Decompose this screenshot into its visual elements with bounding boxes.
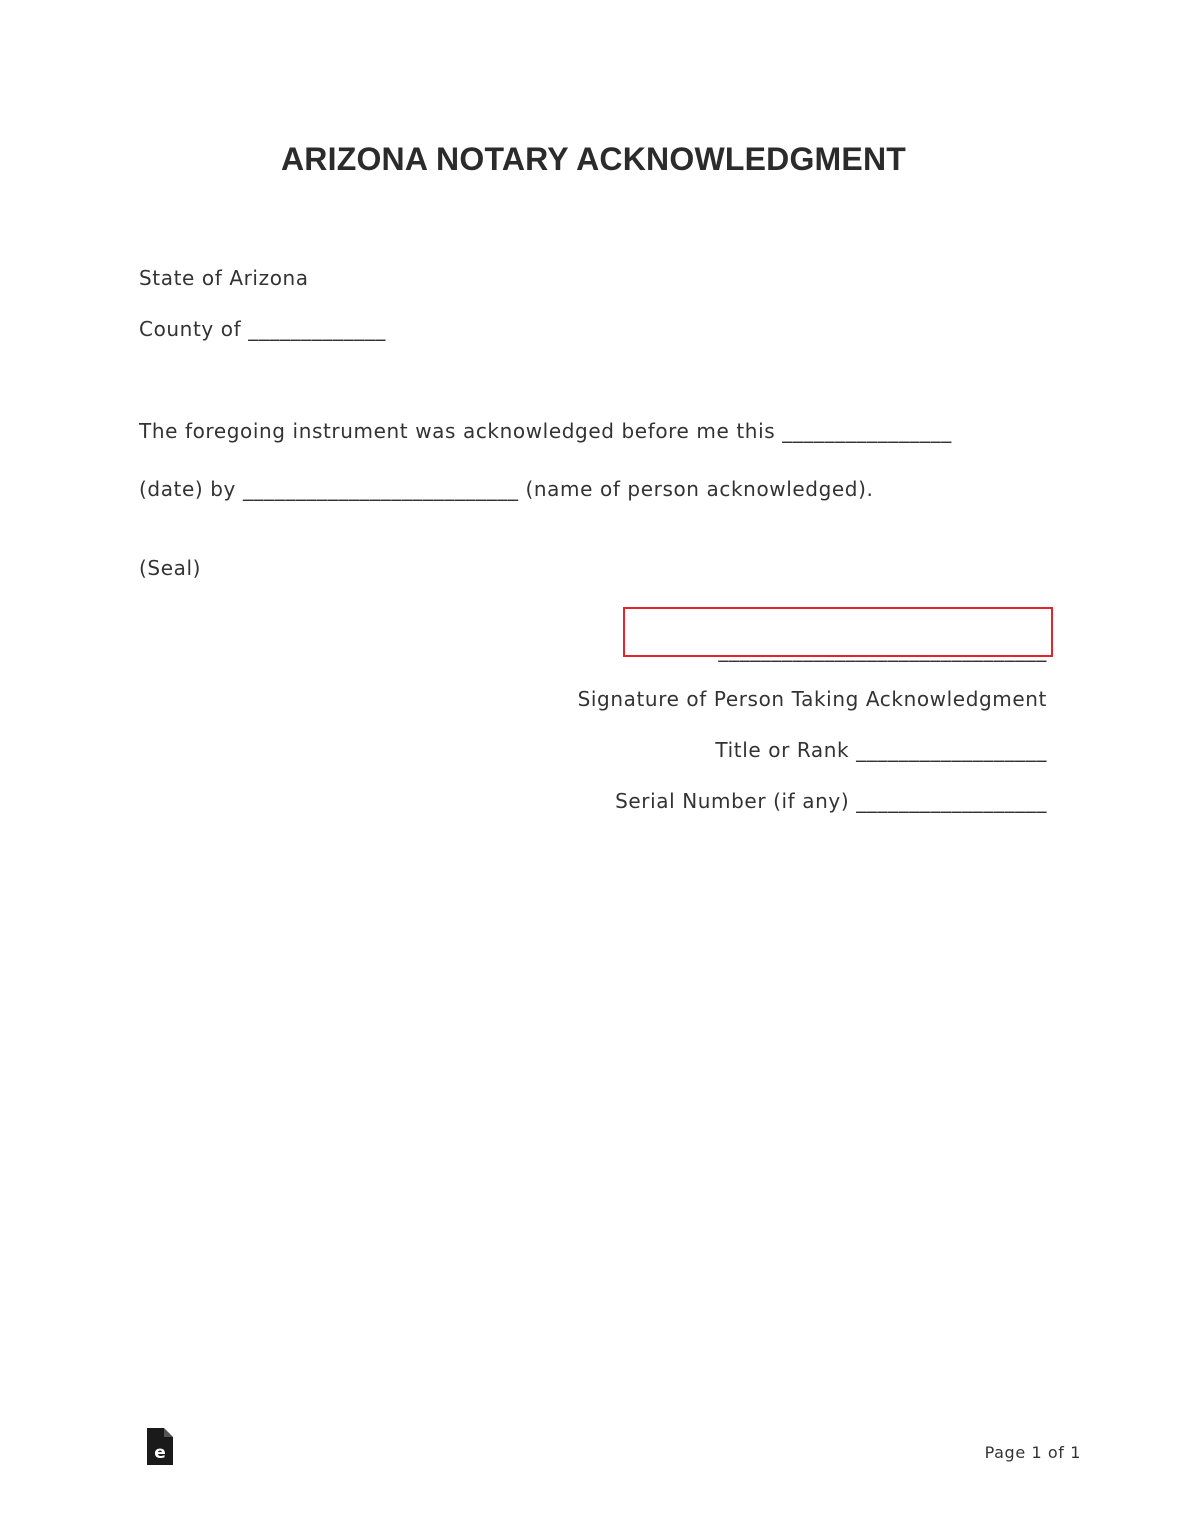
page-indicator: Page 1 of 1 — [984, 1443, 1081, 1462]
title-or-rank-line: Title or Rank __________________ — [715, 738, 1047, 762]
seal-label: (Seal) — [139, 556, 202, 580]
svg-text:e: e — [154, 1443, 166, 1463]
document-e-icon — [147, 1428, 173, 1465]
state-line: State of Arizona — [139, 266, 309, 290]
signature-underline: _______________________________ — [718, 638, 1047, 662]
instrument-acknowledged-line: The foregoing instrument was acknowledged before me this ________________ — [139, 419, 952, 443]
signature-field[interactable] — [623, 607, 1053, 657]
date-and-name-line: (date) by __________________________ (name of person acknowledged). — [139, 477, 874, 501]
document-title: ARIZONA NOTARY ACKNOWLEDGMENT — [280, 141, 907, 177]
county-line: County of _____________ — [139, 317, 387, 341]
serial-number-line: Serial Number (if any) __________________ — [615, 789, 1047, 813]
signature-label: Signature of Person Taking Acknowledgment — [577, 687, 1047, 711]
